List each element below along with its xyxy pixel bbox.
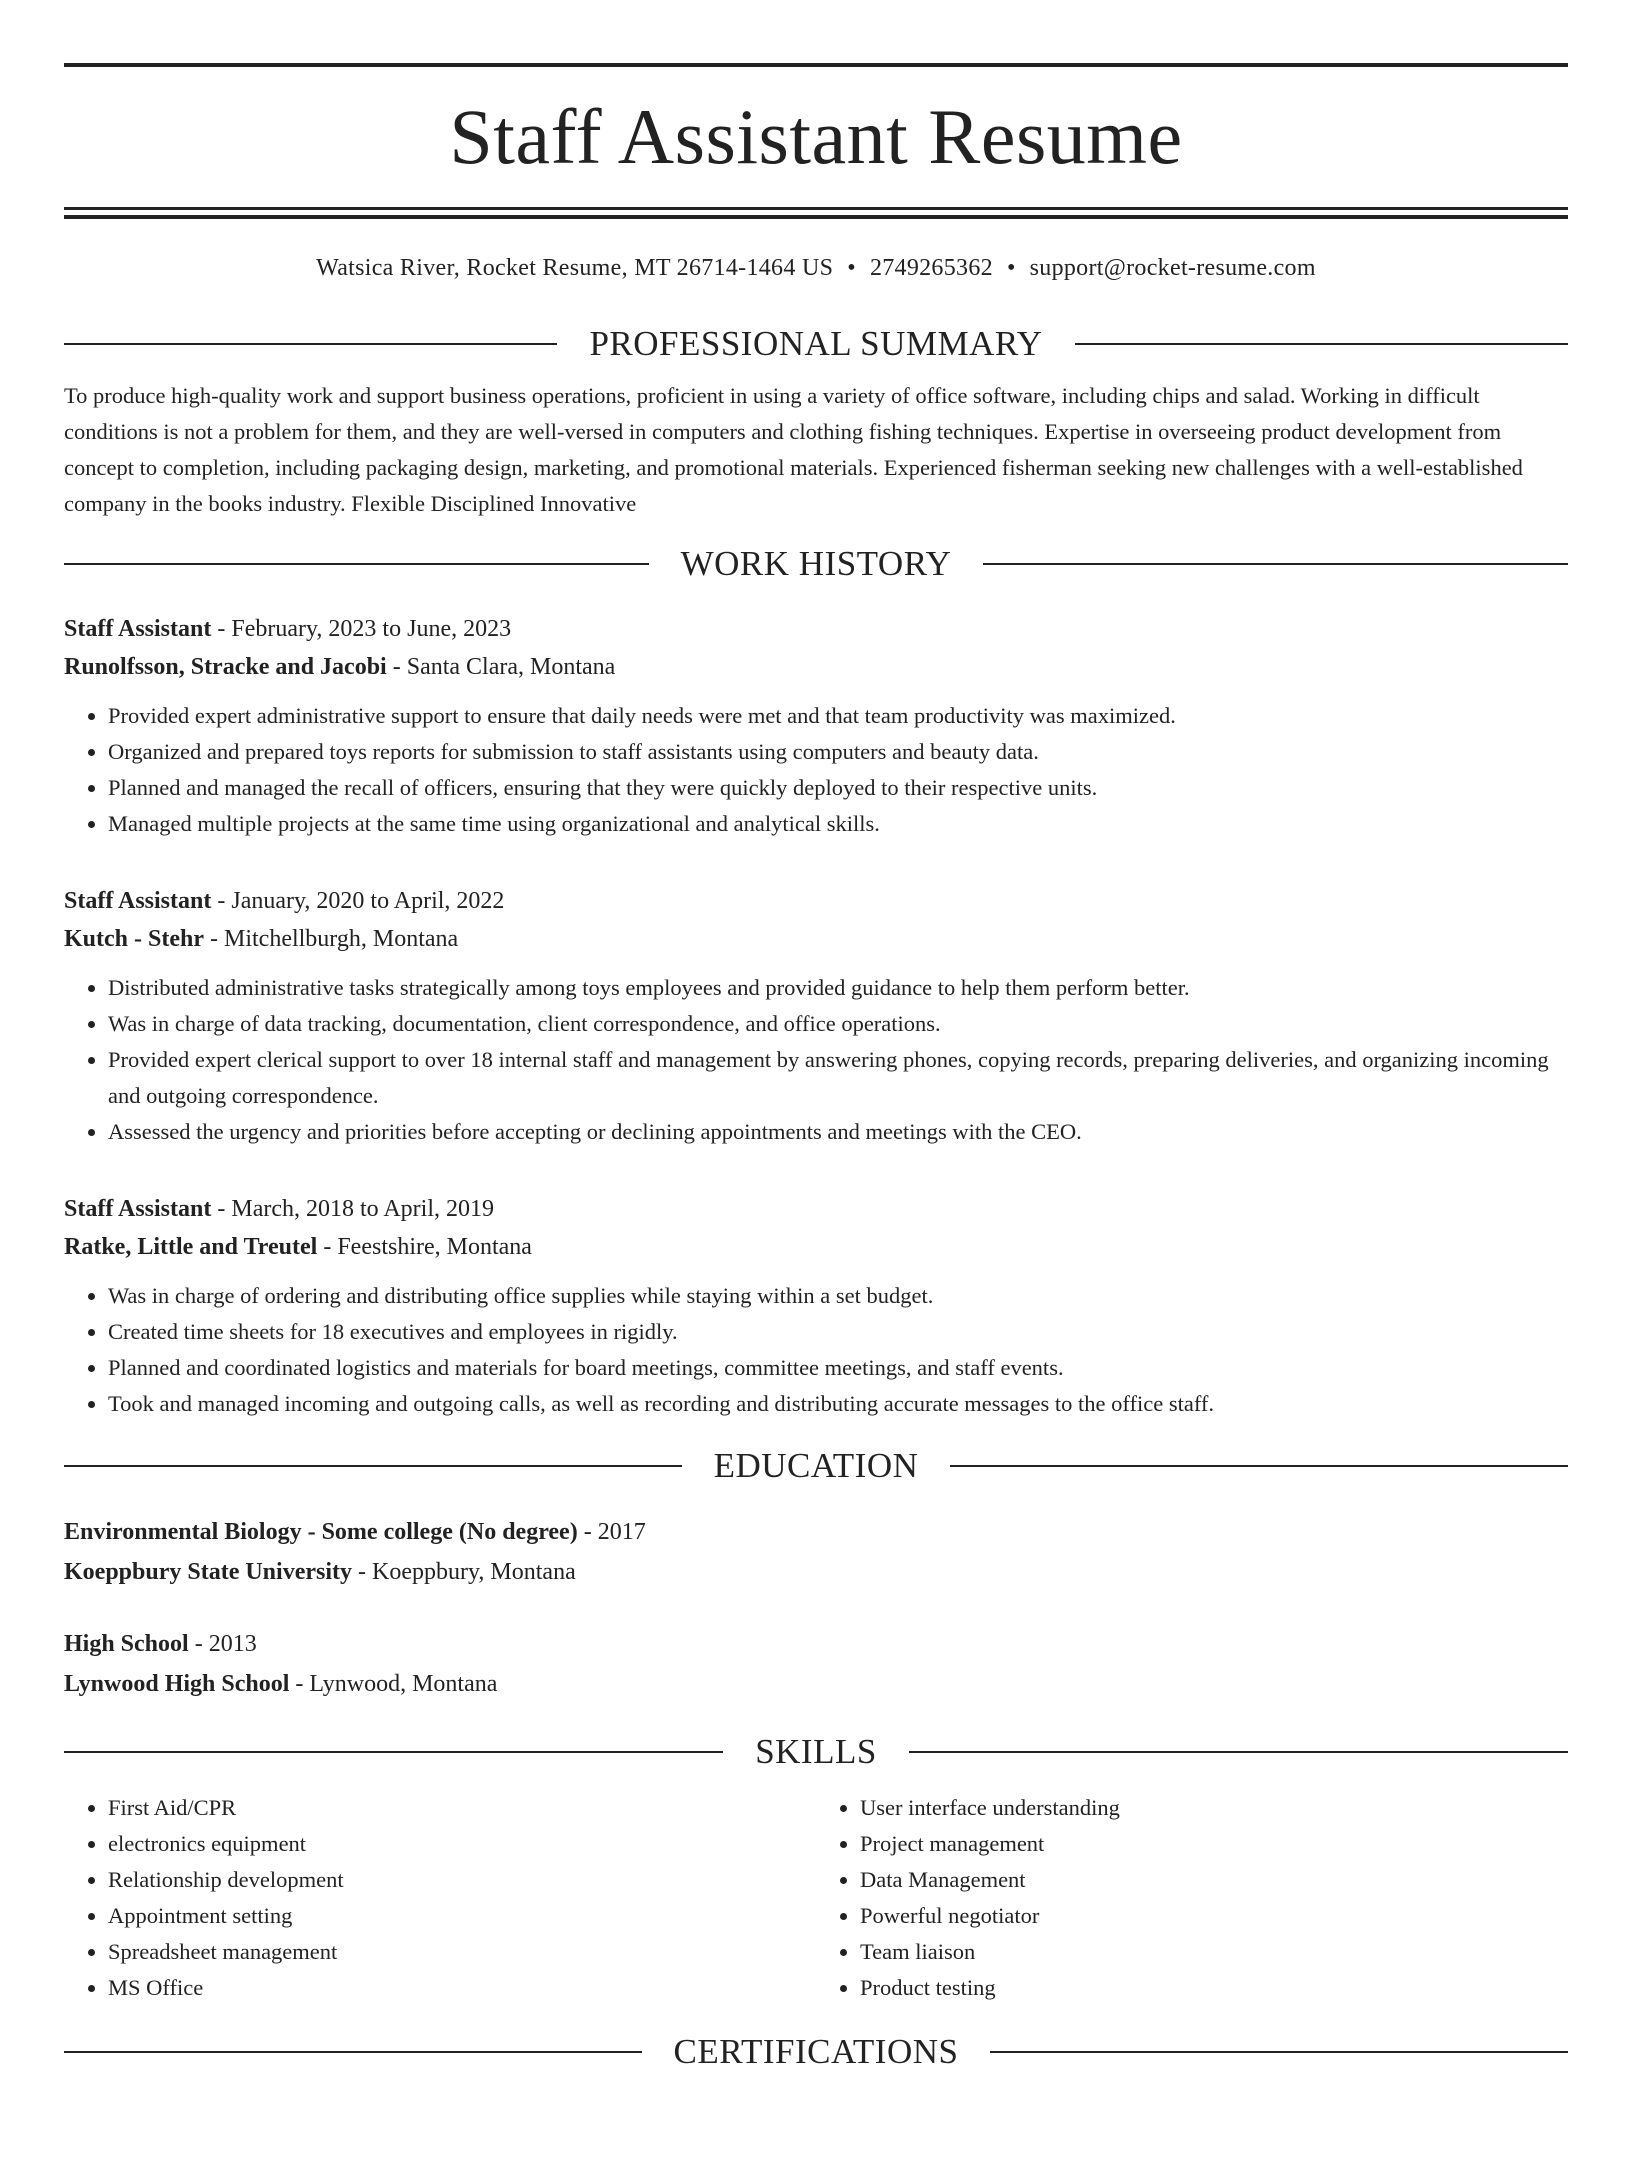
heading-rule — [64, 1465, 682, 1467]
job-location: - Mitchellburgh, Montana — [204, 926, 459, 952]
education-year: - 2013 — [188, 1631, 257, 1657]
education-degree-line — [64, 1624, 1568, 1664]
list-item: • Managed multiple projects at the same time using organizational and analytical skills. — [108, 806, 1568, 842]
section-heading-skills — [64, 1728, 1568, 1776]
job-title-line — [64, 882, 1568, 920]
list-item: • Was in charge of data tracking, documentation, client correspondence, and office operations. — [108, 1006, 1568, 1042]
skill-item: • Relationship development — [108, 1862, 816, 1898]
skills-list-right — [816, 1790, 1568, 2006]
job-title-line — [64, 610, 1568, 648]
resume-title: Staff Assistant Resume — [449, 93, 1183, 180]
list-item: • Created time sheets for 18 executives and employees in rigidly. — [108, 1314, 1568, 1350]
job-company-line — [64, 920, 1568, 958]
contact-separator: • — [847, 255, 856, 281]
contact-line — [64, 252, 1568, 284]
education-school-line — [64, 1664, 1568, 1704]
job-bullets — [64, 698, 1568, 842]
skill-item: • MS Office — [108, 1970, 816, 2006]
job-title: Staff Assistant — [64, 616, 212, 642]
section-title: WORK HISTORY — [680, 544, 952, 583]
skill-item: • Spreadsheet management — [108, 1934, 816, 1970]
skill-item: • User interface understanding — [860, 1790, 1568, 1826]
section-heading-work — [64, 540, 1568, 588]
education-degree-line — [64, 1512, 1568, 1552]
list-item: • Organized and prepared toys reports for submission to staff assistants using computers and beauty data. — [108, 734, 1568, 770]
education-location: - Lynwood, Montana — [289, 1671, 498, 1697]
skill-item: • Product testing — [860, 1970, 1568, 2006]
contact-email: support@rocket-resume.com — [1029, 255, 1316, 281]
education-school: Koeppbury State University — [64, 1559, 352, 1585]
section-heading-certifications — [64, 2028, 1568, 2076]
section-title: EDUCATION — [713, 1446, 919, 1485]
job-title-line — [64, 1190, 1568, 1228]
title-double-rule — [64, 207, 1568, 219]
education-location: - Koeppbury, Montana — [352, 1559, 576, 1585]
heading-rule — [950, 1465, 1568, 1467]
list-item: • Distributed administrative tasks strategically among toys employees and provided guidance to help them perform better. — [108, 970, 1568, 1006]
heading-rule — [64, 1751, 723, 1753]
job-dates: - January, 2020 to April, 2022 — [211, 888, 505, 914]
section-heading-education — [64, 1442, 1568, 1490]
skill-item: • Appointment setting — [108, 1898, 816, 1934]
job-title: Staff Assistant — [64, 1196, 212, 1222]
list-item: • Assessed the urgency and priorities before accepting or declining appointments and meetings with the CEO. — [108, 1114, 1568, 1150]
section-title: PROFESSIONAL SUMMARY — [589, 324, 1043, 363]
education-school-line — [64, 1552, 1568, 1592]
list-item: • Provided expert administrative support to ensure that daily needs were met and that team productivity was maximized. — [108, 698, 1568, 734]
job-company-line — [64, 648, 1568, 686]
education-year: - 2017 — [577, 1519, 646, 1545]
heading-rule — [909, 1751, 1568, 1753]
job-location: - Feestshire, Montana — [317, 1234, 532, 1260]
skill-item: • Project management — [860, 1826, 1568, 1862]
job-company-line — [64, 1228, 1568, 1266]
job-entry — [64, 610, 1568, 842]
job-company: Runolfsson, Stracke and Jacobi — [64, 654, 387, 680]
skill-item: • Team liaison — [860, 1934, 1568, 1970]
section-title: CERTIFICATIONS — [673, 2032, 959, 2071]
education-entry — [64, 1512, 1568, 1592]
contact-phone: 2749265362 — [869, 255, 993, 281]
heading-rule — [990, 2051, 1568, 2053]
summary-text: To produce high-quality work and support business operations, proficient in using a variety of office software, including chips and salad. Working in difficult conditions is not a problem for them, and they are well-versed in computers and clothing fishing techniques. Expertise in overseeing product development from concept to completion, including packaging design, marketing, and promotional materials. Experienced fisherman seeking new challenges with a well-established company in the books industry. Flexible Disciplined Innovative — [64, 383, 1523, 516]
job-dates: - March, 2018 to April, 2019 — [211, 1196, 494, 1222]
skill-item: • Powerful negotiator — [860, 1898, 1568, 1934]
skills-columns — [64, 1790, 1568, 2006]
heading-rule — [1075, 343, 1568, 345]
section-heading-summary — [64, 320, 1568, 368]
skill-item: • Data Management — [860, 1862, 1568, 1898]
skill-item: • electronics equipment — [108, 1826, 816, 1862]
job-company: Ratke, Little and Treutel — [64, 1234, 318, 1260]
skill-item: • First Aid/CPR — [108, 1790, 816, 1826]
job-bullets — [64, 970, 1568, 1150]
job-title: Staff Assistant — [64, 888, 212, 914]
job-company: Kutch - Stehr — [64, 926, 204, 952]
list-item: • Provided expert clerical support to over 18 internal staff and management by answering phones, copying records, preparing deliveries, and organizing incoming and outgoing correspondence. — [108, 1042, 1568, 1114]
heading-rule — [64, 343, 557, 345]
education-school: Lynwood High School — [64, 1671, 290, 1697]
heading-rule — [64, 563, 649, 565]
education-degree: High School — [64, 1631, 189, 1657]
heading-rule — [64, 2051, 642, 2053]
contact-separator: • — [1006, 255, 1016, 281]
education-degree: Environmental Biology - Some college (No degree) — [64, 1519, 578, 1545]
job-dates: - February, 2023 to June, 2023 — [211, 616, 512, 642]
resume-page — [0, 63, 1632, 2175]
education-entry — [64, 1624, 1568, 1704]
list-item: • Took and managed incoming and outgoing calls, as well as recording and distributing accurate messages to the office staff. — [108, 1386, 1568, 1422]
job-entry — [64, 1190, 1568, 1422]
list-item: • Was in charge of ordering and distributing office supplies while staying within a set budget. — [108, 1278, 1568, 1314]
list-item: • Planned and managed the recall of officers, ensuring that they were quickly deployed to their respective units. — [108, 770, 1568, 806]
contact-address: Watsica River, Rocket Resume, MT 26714-1464 US — [316, 255, 834, 281]
job-entry — [64, 882, 1568, 1150]
job-location: - Santa Clara, Montana — [386, 654, 616, 680]
list-item: • Planned and coordinated logistics and materials for board meetings, committee meetings, and staff events. — [108, 1350, 1568, 1386]
heading-rule — [983, 563, 1568, 565]
skills-list-left — [64, 1790, 816, 2006]
section-title: SKILLS — [755, 1732, 877, 1771]
job-bullets — [64, 1278, 1568, 1422]
